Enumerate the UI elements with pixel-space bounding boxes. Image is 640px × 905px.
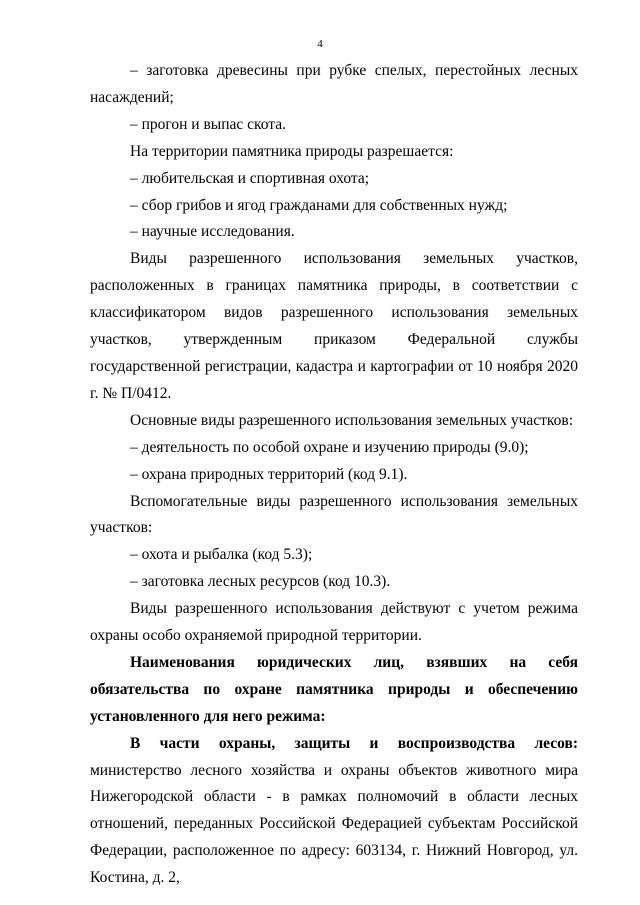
paragraph-land-use-classifier: Виды разрешенного использования земельных участков, расположенных в границах памятника природы, в соответствии с классификатором видов разрешенного использования земельных участков, утвержденным приказом Федеральной службы государственной регистрации, кадастра и картографии от 10 ноября 2020 г. № П/0412. — [90, 250, 578, 402]
paragraph-research: – научные исследования. — [130, 223, 295, 241]
paragraph-forest-ministry — [90, 731, 578, 892]
paragraph-permitted-heading: На территории памятника природы разрешается: — [130, 142, 454, 160]
paragraph-nature-protection: – деятельность по особой охране и изучению природы (9.0); — [130, 438, 529, 456]
paragraph-main-uses-heading: Основные виды разрешенного использования земельных участков: — [130, 411, 574, 429]
document-body — [90, 58, 578, 892]
paragraph-regime-note: Виды разрешенного использования действуют с учетом режима охраны особо охраняемой природной территории. — [90, 600, 578, 645]
forest-protection-lead: В части охраны, защиты и воспроизводства лесов: — [130, 734, 578, 752]
paragraph-hunting-fishing: – охота и рыбалка (код 5.3); — [130, 546, 313, 564]
paragraph-hunting: – любительская и спортивная охота; — [130, 169, 370, 187]
paragraph-forest-resources: – заготовка лесных ресурсов (код 10.3). — [130, 573, 391, 591]
paragraph-auxiliary-uses-heading: Вспомогательные виды разрешенного использования земельных участков: — [90, 492, 578, 537]
paragraph-mushrooms: – сбор грибов и ягод гражданами для собственных нужд; — [130, 196, 508, 214]
page-number: 4 — [317, 38, 323, 50]
paragraph-logging-ban: – заготовка древесины при рубке спелых, перестойных лесных насаждений; — [90, 62, 578, 106]
forest-ministry-text: министерство лесного хозяйства и охраны объектов животного мира Нижегородской области - в рамках полномочий в области лесных отношений, переданных Российской Федерацией субъектам Российской Федерации, расположенное по адресу: 603134, г. Нижний Новгород, ул. Костина, д. 2, — [90, 761, 578, 887]
paragraph-territory-protection: – охрана природных территорий (код 9.1). — [130, 465, 408, 483]
paragraph-grazing-ban: – прогон и выпас скота. — [130, 115, 287, 133]
paragraph-legal-entities-heading: Наименования юридических лиц, взявших на себя обязательства по охране памятника природы и обеспечению установленного для него режима: — [90, 653, 578, 725]
